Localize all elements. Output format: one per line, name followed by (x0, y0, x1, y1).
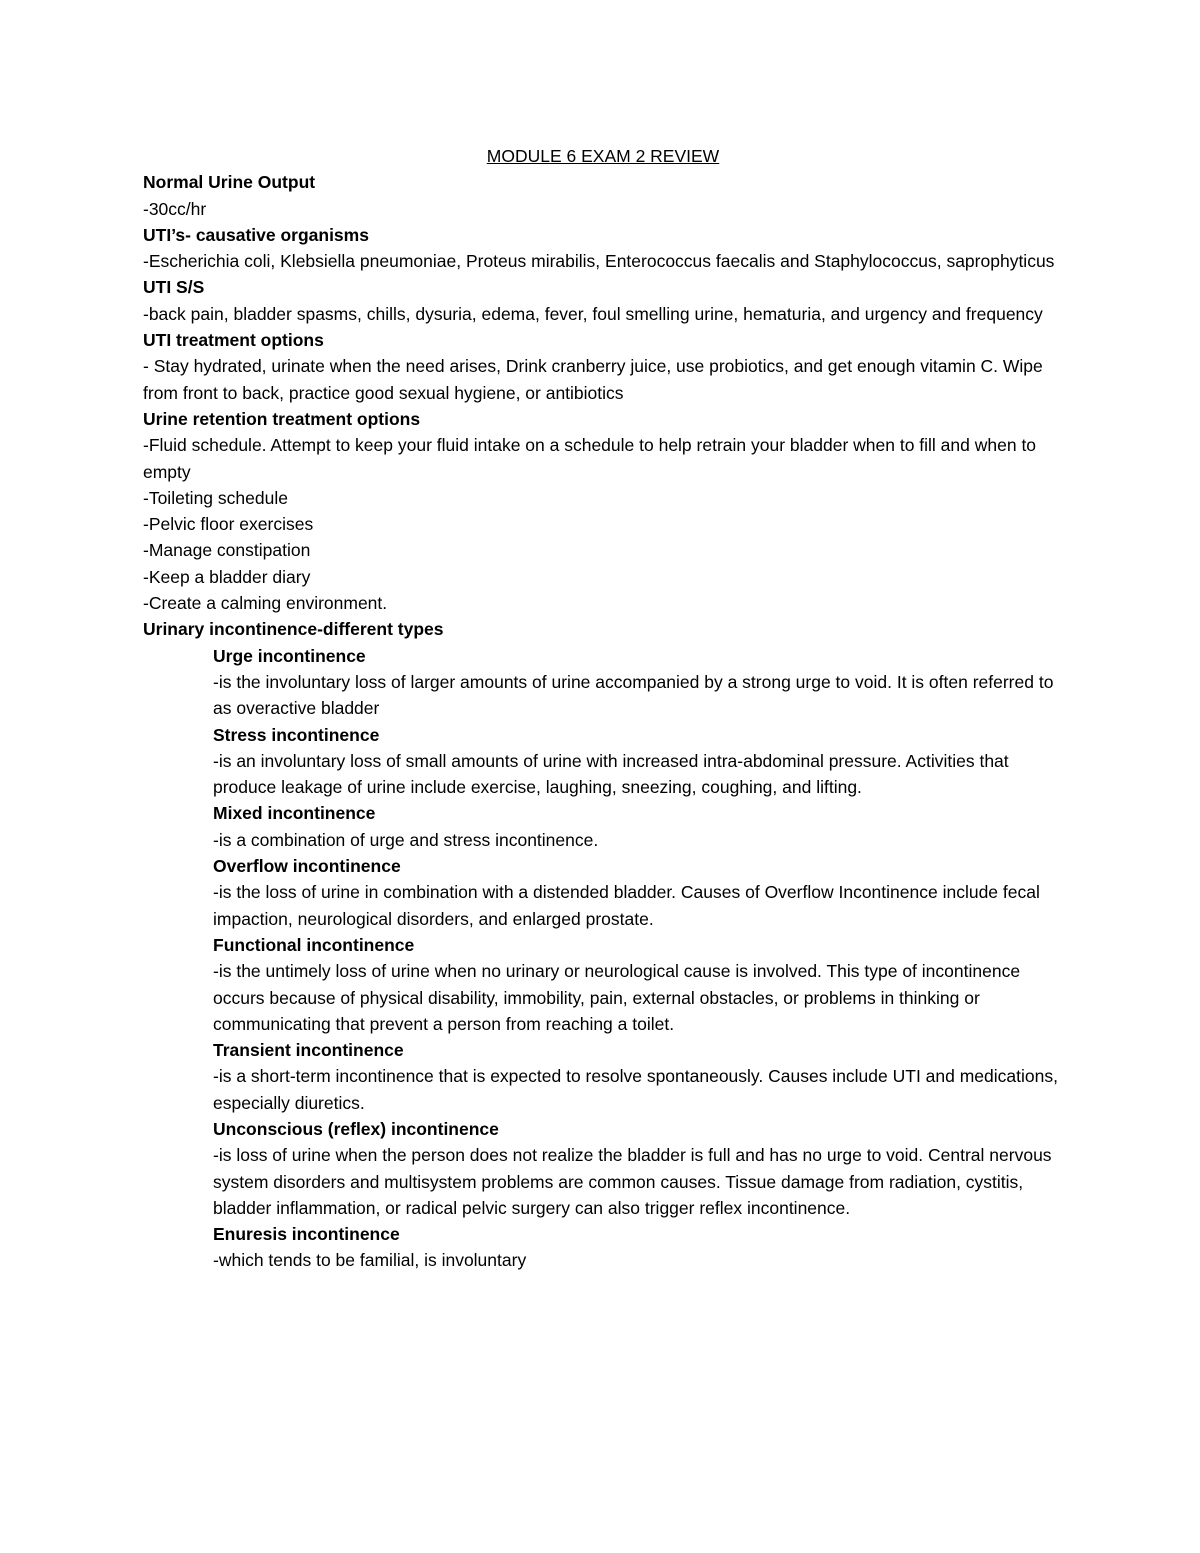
incontinence-type-desc: -is a combination of urge and stress incontinence. (213, 829, 599, 850)
incontinence-type-name: Unconscious (reflex) incontinence (213, 1118, 499, 1139)
retention-item: -Create a calming environment. (143, 593, 388, 614)
uti-treatment-text: - Stay hydrated, urinate when the need arises, Drink cranberry juice, use probiotics, and get enough vitamin C. Wipe from front to back, practice good sexual hygiene, or antibiotics (143, 356, 1043, 403)
uti-ss-heading: UTI S/S (143, 277, 205, 298)
retention-item: -Keep a bladder diary (143, 566, 311, 587)
incontinence-type-name: Transient incontinence (213, 1040, 404, 1061)
incontinence-type-desc: -is the untimely loss of urine when no urinary or neurological cause is involved. This type of incontinence occurs because of physical disability, immobility, pain, external obstacles, or problems in thinking or communicating that prevent a person from reaching a toilet. (213, 961, 1021, 1034)
incontinence-type-desc: -is an involuntary loss of small amounts of urine with increased intra-abdominal pressure. Activities that produce leakage of urine include exercise, laughing, sneezing, coughing, and lifting. (213, 750, 1009, 798)
urine-output-text: -30cc/hr (143, 198, 207, 219)
incontinence-type-name: Overflow incontinence (213, 856, 401, 877)
incontinence-type-name: Urge incontinence (213, 645, 366, 666)
retention-item: -Fluid schedule. Attempt to keep your fluid intake on a schedule to help retrain your bladder when to fill and when to empty (143, 435, 1037, 482)
incontinence-type-desc: -is the involuntary loss of larger amounts of urine accompanied by a strong urge to void. It is often referred to as overactive bladder (213, 671, 1054, 719)
incontinence-type-name: Stress incontinence (213, 724, 380, 745)
incontinence-type-desc: -is a short-term incontinence that is expected to resolve spontaneously. Causes include UTI and medications, especially diuretics. (213, 1066, 1058, 1113)
document-page (143, 143, 1063, 1274)
retention-treatment-heading: Urine retention treatment options (143, 408, 421, 429)
incontinence-type-desc: -which tends to be familial, is involuntary (213, 1250, 527, 1271)
retention-item: -Toileting schedule (143, 487, 288, 508)
uti-organisms-heading: UTI’s- causative organisms (143, 224, 369, 245)
urine-output-heading: Normal Urine Output (143, 172, 316, 193)
incontinence-type-desc: -is loss of urine when the person does not realize the bladder is full and has no urge to void. Central nervous system disorders and multisystem problems are common causes. Tissue damage from radiation, cystitis, bladder inflammation, or radical pelvic surgery can also trigger reflex incontinence. (213, 1145, 1052, 1218)
document-title: MODULE 6 EXAM 2 REVIEW (486, 146, 720, 166)
incontinence-type-name: Functional incontinence (213, 934, 415, 955)
uti-treatment-heading: UTI treatment options (143, 330, 324, 351)
incontinence-type-desc: -is the loss of urine in combination with a distended bladder. Causes of Overflow Incontinence include fecal impaction, neurological disorders, and enlarged prostate. (213, 882, 1040, 929)
incontinence-type-name: Mixed incontinence (213, 803, 376, 824)
incontinence-heading: Urinary incontinence-different types (143, 619, 444, 640)
incontinence-type-name: Enuresis incontinence (213, 1224, 400, 1245)
retention-item: -Pelvic floor exercises (143, 514, 314, 535)
uti-organisms-text: -Escherichia coli, Klebsiella pneumoniae, Proteus mirabilis, Enterococcus faecalis and Staphylococcus, saprophyticus (143, 251, 1055, 272)
incontinence-types (143, 643, 1063, 1274)
uti-ss-text: -back pain, bladder spasms, chills, dysuria, edema, fever, foul smelling urine, hematuria, and urgency and frequency (143, 303, 1043, 324)
retention-item: -Manage constipation (143, 540, 311, 561)
